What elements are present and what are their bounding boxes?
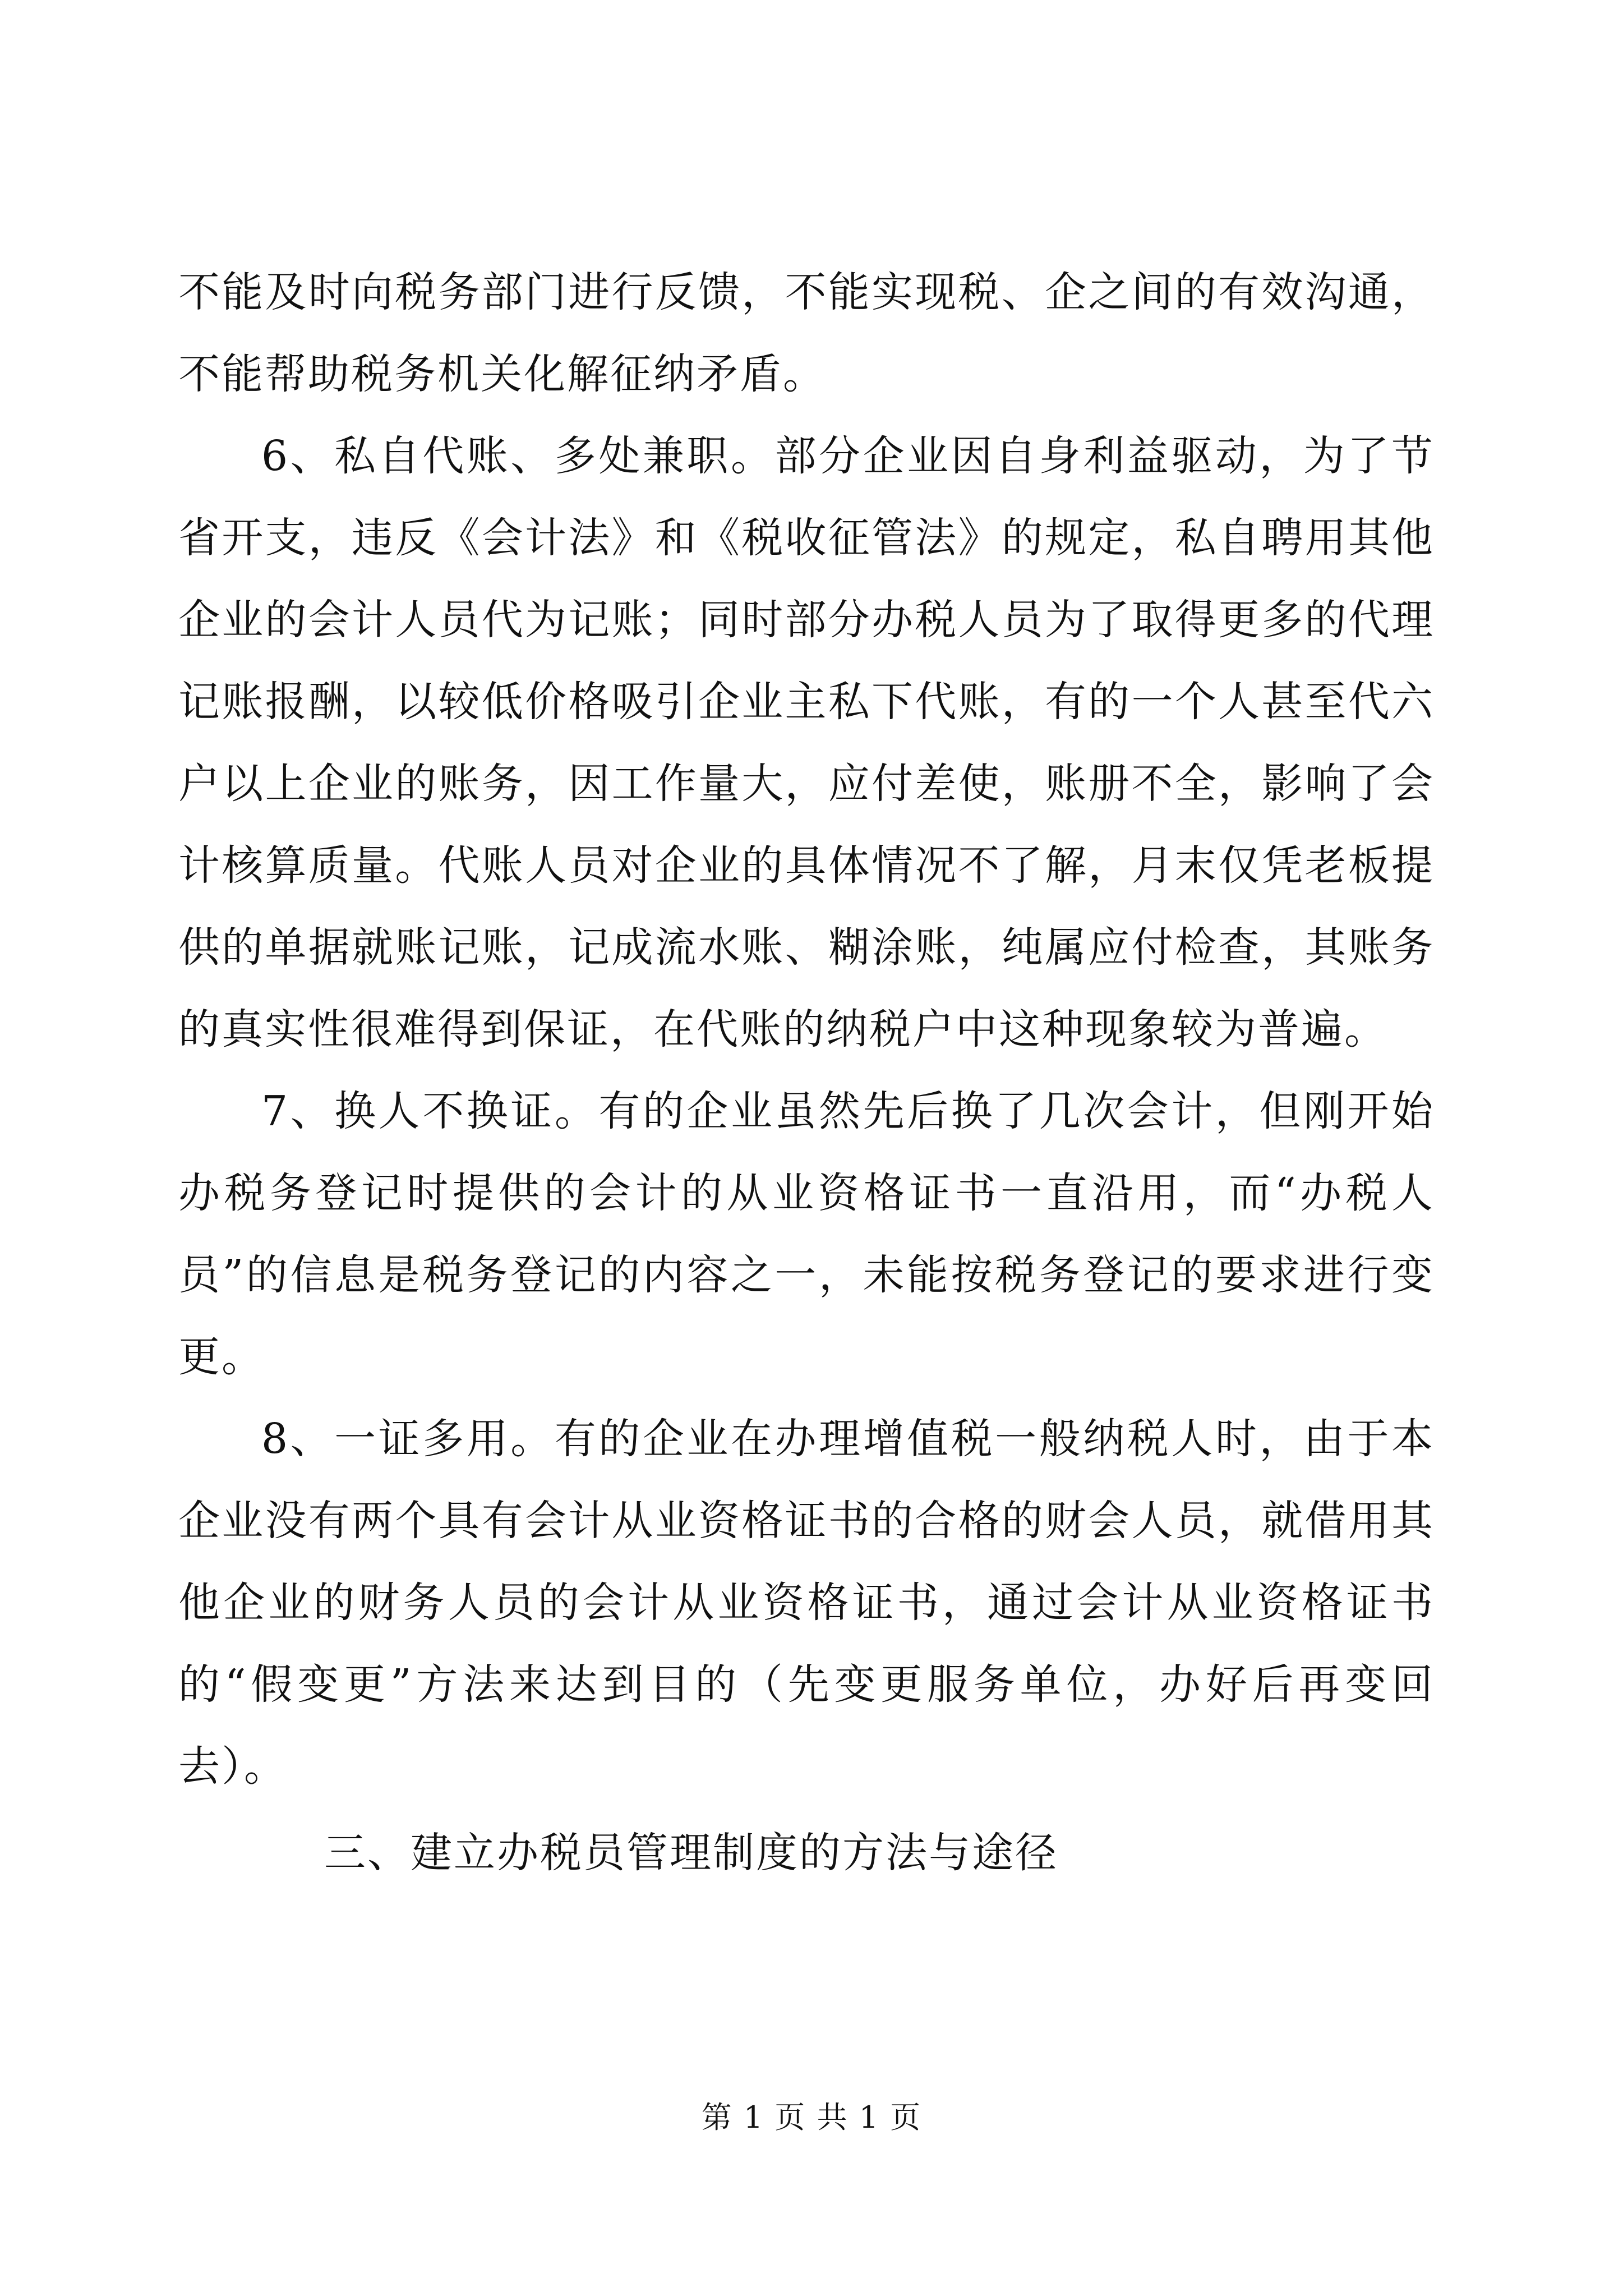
paragraph-item-8: 8、一证多用。有的企业在办理增值税一般纳税人时，由于本企业没有两个具有会计从业资格证书的合格的财会人员，就借用其他企业的财务人员的会计从业资格证书，通过会计从业资格证书的“假变更”方法来达到目的（先变更服务单位，办好后再变回去）。	[178, 1415, 1435, 1791]
paragraph-item-6: 6、私自代账、多处兼职。部分企业因自身利益驱动，为了节省开支，违反《会计法》和《税收征管法》的规定，私自聘用其他企业的会计人员代为记账；同时部分办税人员为了取得更多的代理记账报酬，以较低价格吸引企业主私下代账，有的一个人甚至代六户以上企业的账务，因工作量大，应付差使，账册不全，影响了会计核算质量。代账人员对企业的具体情况不了解，月末仅凭老板提供的单据就账记账，记成流水账、糊涂账，纯属应付检查，其账务的真实性很难得到保证，在代账的纳税户中这种现象较为普遍。	[178, 432, 1435, 1053]
page-footer: 第 1 页 共 1 页	[701, 2100, 922, 2135]
paragraph-item-7: 7、换人不换证。有的企业虽然先后换了几次会计，但刚开始办税务登记时提供的会计的从业资格证书一直沿用，而“办税人员”的信息是税务登记的内容之一，未能按税务登记的要求进行变更。	[178, 1087, 1435, 1381]
paragraph-continuation: 不能及时向税务部门进行反馈，不能实现税、企之间的有效沟通，不能帮助税务机关化解征纳矛盾。	[178, 268, 1435, 398]
document-body	[178, 251, 1435, 1894]
section-heading: 三、建立办税员管理制度的方法与途径	[324, 1829, 1058, 1877]
